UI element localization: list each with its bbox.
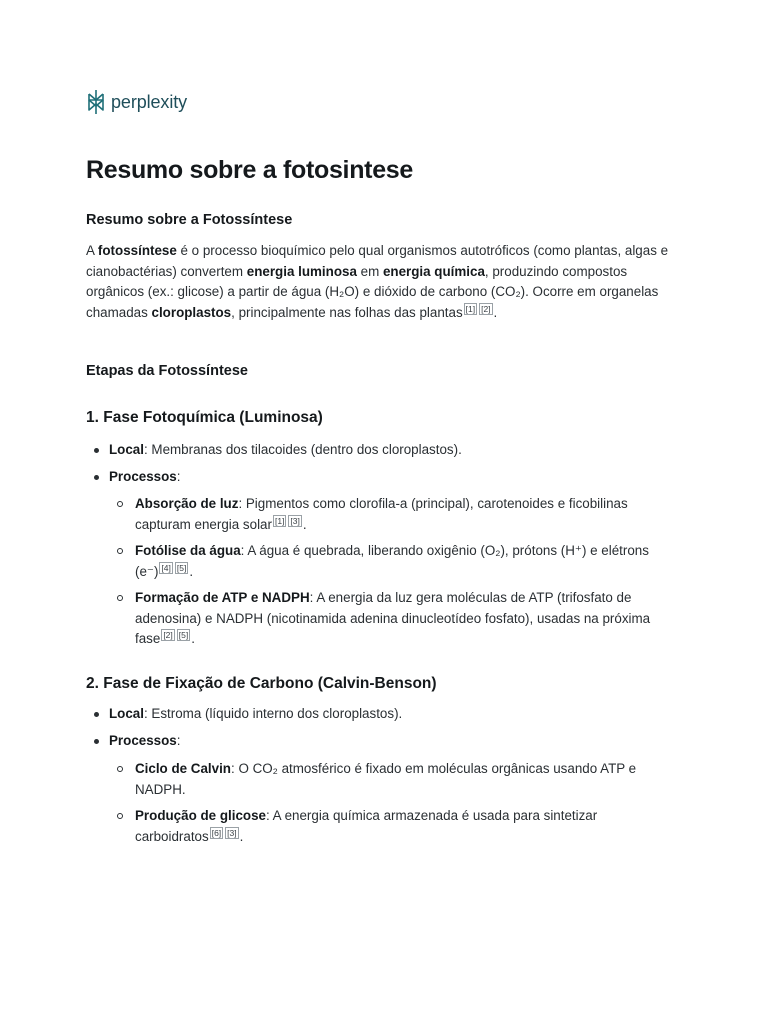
list-item-local — [109, 704, 686, 725]
text-segment: : Estroma (líquido interno dos cloroplastos). — [143, 706, 403, 721]
list-item — [135, 588, 675, 650]
text-segment: : A água é quebrada, liberando oxigênio (O₂), prótons (H⁺) e elétrons (e⁻) — [135, 543, 649, 579]
citation-link[interactable]: [4] — [161, 562, 171, 573]
brand-name: perplexity — [111, 91, 188, 112]
bold-term: Local — [109, 706, 144, 721]
text-segment: . — [239, 828, 244, 844]
text-segment: em — [356, 263, 383, 279]
list-item — [135, 494, 675, 535]
bold-term: cloroplastos — [151, 304, 232, 320]
text-segment: , principalmente nas folhas das plantas — [231, 304, 463, 320]
summary-paragraph — [86, 241, 686, 323]
citation-link[interactable]: [1] — [274, 515, 285, 526]
bold-term: Produção de glicose — [135, 808, 266, 823]
stages-heading: Etapas da Fotossíntese — [86, 363, 248, 379]
citation-link[interactable]: [3] — [227, 827, 237, 838]
text-segment: . — [189, 563, 194, 579]
bold-term: fotossíntese — [97, 243, 177, 258]
sub-bullet — [117, 595, 123, 601]
bold-term: Local — [109, 442, 144, 457]
page-title: Resumo sobre a fotosintese — [86, 156, 414, 184]
bullet — [94, 712, 99, 717]
text-segment: . — [191, 631, 195, 646]
list-item — [135, 759, 665, 800]
list-item-processes — [109, 731, 686, 752]
perplexity-logo-icon — [86, 89, 106, 115]
bullet — [94, 475, 99, 480]
citation-link[interactable]: [5] — [176, 562, 187, 573]
citation-link[interactable]: [6] — [211, 827, 222, 838]
bold-term: energia química — [382, 263, 485, 279]
text-segment: A — [86, 243, 98, 258]
bold-term: Ciclo de Calvin — [135, 761, 231, 776]
citation-link[interactable]: [2] — [481, 303, 491, 314]
text-segment: : A energia da luz gera moléculas de ATP (trifosfato de adenosina) e NADPH (nicotinamida adenina dinucleotídeo fosfato), usadas na próxima fase — [135, 590, 651, 646]
bullet — [94, 739, 99, 744]
text-segment: . — [493, 304, 498, 320]
text-segment: . — [302, 516, 307, 532]
text-segment: é o processo bioquímico pelo qual organismos autotróficos (como plantas, algas e cianobactérias) convertem — [86, 243, 669, 279]
text-segment: : — [176, 469, 181, 484]
summary-heading: Resumo sobre a Fotossíntese — [86, 212, 293, 228]
sub-bullet — [117, 548, 123, 554]
citation-link[interactable]: [1] — [465, 303, 476, 314]
bold-term: Processos — [109, 733, 177, 748]
citation-link[interactable]: [2] — [163, 630, 173, 640]
bold-term: energia luminosa — [246, 263, 357, 279]
text-segment: : O CO₂ atmosférico é fixado em moléculas orgânicas usando ATP e NADPH. — [135, 761, 637, 797]
bold-term: Formação de ATP e NADPH — [135, 590, 310, 605]
bold-term: Processos — [109, 469, 177, 484]
bullet — [94, 448, 99, 453]
list-item-processes — [109, 467, 686, 488]
phase1-heading: 1. Fase Fotoquímica (Luminosa) — [86, 409, 323, 426]
bold-term: Absorção de luz — [135, 496, 239, 511]
text-segment: : — [176, 733, 181, 748]
citation-link[interactable]: [3] — [290, 515, 300, 526]
text-segment: , produzindo compostos orgânicos (ex.: glicose) a partir de água (H₂O) e dióxido de carbono (CO₂). Ocorre em organelas chamadas — [86, 263, 659, 320]
text-segment: : A energia química armazenada é usada para sintetizar carboidratos — [135, 808, 598, 844]
phase2-heading: 2. Fase de Fixação de Carbono (Calvin-Benson) — [86, 675, 437, 692]
text-segment: : Membranas dos tilacoides (dentro dos cloroplastos). — [143, 442, 462, 457]
brand[interactable] — [86, 89, 187, 115]
sub-bullet — [117, 813, 123, 819]
text-segment: : Pigmentos como clorofila-a (principal), carotenoides e ficobilinas capturam energia solar — [135, 496, 628, 532]
list-item — [135, 806, 665, 847]
bold-term: Fotólise da água — [135, 543, 241, 558]
citation-link[interactable]: [5] — [178, 630, 189, 640]
list-item — [135, 541, 675, 582]
sub-bullet — [117, 501, 123, 507]
list-item-local — [109, 440, 686, 461]
sub-bullet — [117, 766, 123, 772]
